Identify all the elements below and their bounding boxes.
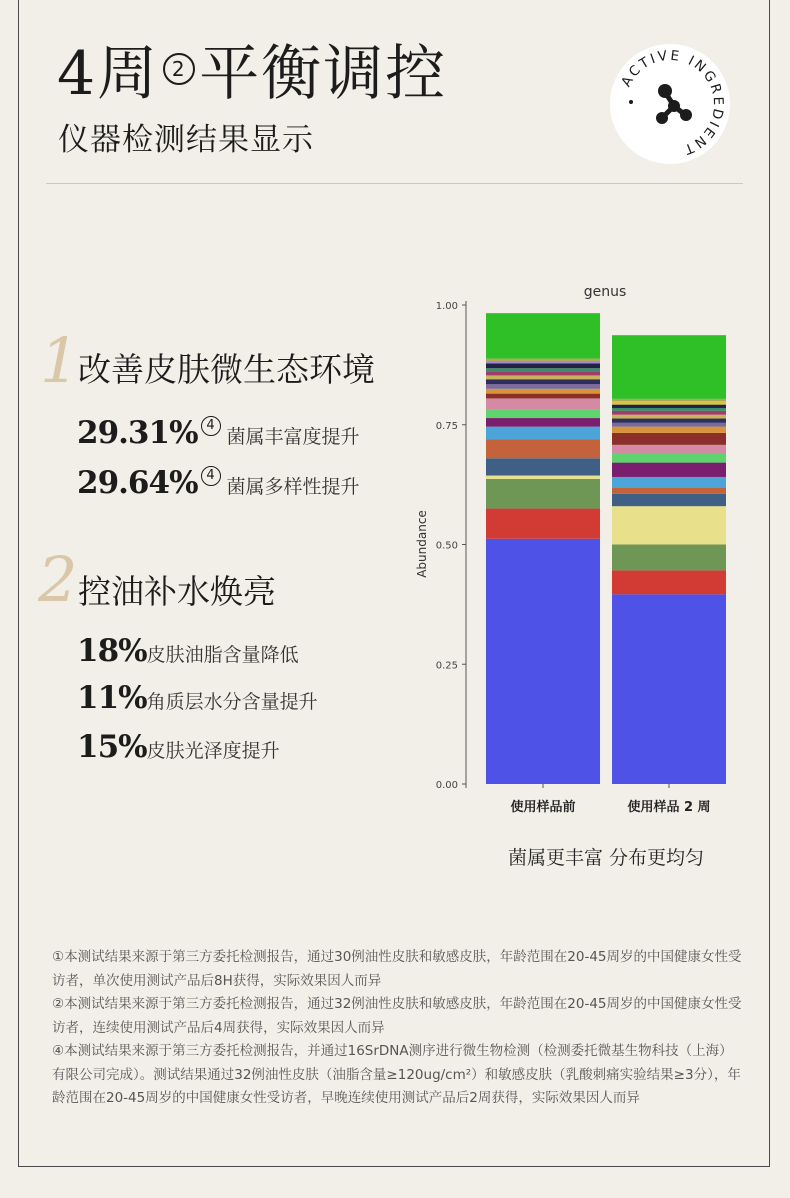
y-tick-label: 0.25 — [435, 660, 458, 672]
bar-segment — [612, 415, 726, 419]
chart-title: genus — [583, 284, 627, 300]
footnote-2: ②本测试结果来源于第三方委托检测报告，通过32例油性皮肤和敏感皮肤，年龄范围在20-45周岁的中国健康女性受访者，连续使用测试产品后4周获得，实际效果因人而异 — [52, 996, 742, 1036]
divider — [46, 183, 743, 184]
bar-segment — [612, 419, 726, 423]
bar-segment — [612, 408, 726, 411]
section-1-number: 1 — [40, 324, 80, 397]
stat-value: 29.64% — [77, 465, 198, 501]
bar-segment — [612, 423, 726, 427]
y-tick-label: 1.00 — [435, 301, 458, 312]
bar-segment — [486, 539, 600, 784]
bar-segment — [612, 594, 726, 784]
x-axis-labels — [510, 784, 710, 815]
bar-segment — [486, 368, 600, 371]
bar-segment — [612, 494, 726, 506]
bar-segment — [486, 427, 600, 439]
stat-description: 菌属多样性提升 — [226, 476, 360, 498]
genus-abundance-chart — [400, 278, 750, 833]
footnotes — [52, 946, 742, 1111]
section-1-title: 改善皮肤微生态环境 — [78, 350, 375, 389]
bar-segment — [612, 427, 726, 433]
stat-description: 菌属丰富度提升 — [226, 426, 360, 448]
bar-segment — [486, 479, 600, 509]
bar-segment — [486, 363, 600, 368]
stat-diversity — [77, 465, 360, 501]
stat-richness — [77, 415, 360, 451]
bar-segment — [486, 509, 600, 539]
bar-segment — [486, 361, 600, 363]
bar-segment — [486, 394, 600, 399]
bar-segment — [486, 418, 600, 427]
page-title: 4周 2 平衡调控 — [57, 39, 448, 109]
stat-description: 皮肤光泽度提升 — [146, 740, 280, 762]
footnote-1: ①本测试结果来源于第三方委托检测报告，通过30例油性皮肤和敏感皮肤，年龄范围在20-45周岁的中国健康女性受访者，单次使用测试产品后8H获得，实际效果因人而异 — [52, 949, 742, 989]
stat-description: 角质层水分含量提升 — [146, 691, 318, 713]
bar-segment — [612, 411, 726, 415]
stat-glow — [77, 729, 280, 765]
bar-segment — [612, 405, 726, 408]
x-tick-label: 使用样品 2 周 — [627, 800, 711, 815]
stat-value: 29.31% — [77, 415, 198, 451]
bar-segment — [486, 379, 600, 384]
y-axis — [436, 301, 466, 791]
bar-segment — [612, 445, 726, 454]
bar-segment — [486, 398, 600, 409]
stat-value: 11% — [77, 680, 147, 716]
footnote-4: ④本测试结果来源于第三方委托检测报告，并通过16SrDNA测序进行微生物检测（检测委托微基生物科技（上海）有限公司完成）。测试结果通过32例油性皮肤（油脂含量≥120ug/cm²）和敏感皮肤（乳酸刺痛实验结果≥3分），年龄范围在20-45周岁的中国健康女性受访者，早晚连续使用测试产品后2周获得，实际效果因人而异 — [52, 1043, 741, 1106]
bar-segment — [486, 372, 600, 376]
stat-moisture — [77, 680, 318, 716]
bar-segment — [612, 453, 726, 462]
chart-bars — [486, 313, 726, 784]
page-subtitle: 仪器检测结果显示 — [58, 122, 314, 158]
y-axis-label: Abundance — [415, 510, 429, 578]
stat-oil — [77, 633, 299, 669]
bar-segment — [486, 409, 600, 418]
bar-segment — [612, 545, 726, 571]
bar-segment — [612, 488, 726, 494]
bar-segment — [612, 399, 726, 401]
bar-segment — [612, 506, 726, 544]
section-2-title: 控油补水焕亮 — [78, 572, 276, 611]
bar-segment — [486, 384, 600, 389]
y-tick-label: 0.50 — [435, 540, 458, 552]
bar-segment — [486, 389, 600, 394]
chart-caption: 菌属更丰富 分布更均匀 — [508, 847, 705, 869]
bar-segment — [486, 359, 600, 361]
bar-segment — [612, 401, 726, 404]
stat-value: 15% — [77, 729, 147, 765]
y-tick-label: 0.75 — [435, 420, 458, 432]
active-ingredient-badge — [610, 44, 730, 164]
badge-text: ACTIVE INGREDIENT — [618, 47, 727, 158]
bar-segment — [486, 313, 600, 359]
bar-segment — [612, 335, 726, 399]
y-tick-label: 0.00 — [435, 780, 458, 791]
bar-segment — [612, 433, 726, 445]
x-tick-label: 使用样品前 — [510, 800, 576, 815]
bar-segment — [612, 463, 726, 477]
footnote-mark: 4 — [201, 466, 221, 486]
bar-segment — [612, 477, 726, 488]
stat-description: 皮肤油脂含量降低 — [146, 644, 299, 666]
bar-segment — [486, 476, 600, 479]
bar-segment — [486, 458, 600, 475]
bar-segment — [612, 570, 726, 594]
title-footnote-mark: 2 — [163, 53, 195, 85]
bar-segment — [486, 375, 600, 379]
section-2-number: 2 — [38, 543, 78, 616]
stat-value: 18% — [77, 633, 147, 669]
bar-segment — [486, 439, 600, 458]
footnote-mark: 4 — [201, 416, 221, 436]
